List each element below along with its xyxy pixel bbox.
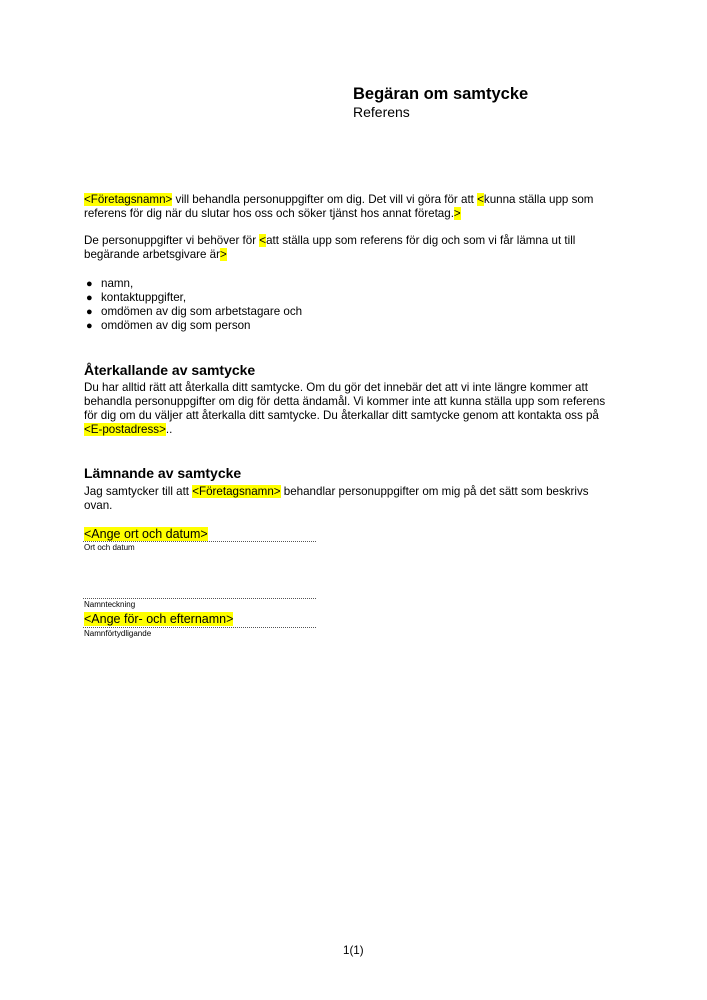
section-heading: Återkallande av samtycke xyxy=(84,362,256,378)
list-item: namn, xyxy=(101,277,134,290)
name-field[interactable] xyxy=(84,612,233,626)
intro-line xyxy=(84,193,593,207)
place-date-label: Ort och datum xyxy=(84,543,135,552)
bullet-icon: ● xyxy=(86,278,93,290)
placeholder-company[interactable]: <Företagsnamn> xyxy=(84,193,173,206)
text: behandlar personuppgifter om mig på det sätt som beskrivs xyxy=(280,485,589,498)
placeholder-company[interactable]: <Företagsnamn> xyxy=(192,485,281,498)
text: kunna ställa upp som xyxy=(483,193,594,206)
section-heading: Lämnande av samtycke xyxy=(84,465,242,481)
placeholder-bracket: > xyxy=(220,248,227,261)
intro-line xyxy=(84,234,575,248)
body-line: för dig om du väljer att återkalla ditt samtycke. Du återkallar ditt samtycke genom att kontakta oss på xyxy=(84,409,599,422)
list-item: kontaktuppgifter, xyxy=(101,291,187,304)
text: vill behandla personuppgifter om dig. Det vill vi göra för att xyxy=(172,193,478,206)
text: referens för dig när du slutar hos oss och söker tjänst hos annat företag. xyxy=(84,207,454,220)
placeholder-place-date[interactable]: <Ange ort och datum> xyxy=(84,527,208,541)
body-line: behandla personuppgifter om dig för detta ändamål. Vi kommer inte att kunna ställa upp som referens xyxy=(84,395,606,408)
place-date-field[interactable] xyxy=(84,527,208,541)
intro-line xyxy=(84,248,227,262)
body-line: Du har alltid rätt att återkalla ditt samtycke. Om du gör det innebär det att vi inte längre kommer att xyxy=(84,381,588,394)
document-subtitle: Referens xyxy=(353,104,410,120)
signature-line[interactable] xyxy=(83,598,316,599)
text: att ställa upp som referens för dig och som vi får lämna ut till xyxy=(266,234,576,247)
signature-label: Namnteckning xyxy=(84,600,136,609)
placeholder-email[interactable]: <E-postadress> xyxy=(84,423,166,436)
bullet-icon: ● xyxy=(86,292,93,304)
page-number: 1(1) xyxy=(343,944,364,957)
text: Jag samtycker till att xyxy=(84,485,193,498)
intro-line xyxy=(84,207,461,221)
bullet-icon: ● xyxy=(86,306,93,318)
text: .. xyxy=(165,423,173,436)
placeholder-bracket: > xyxy=(453,207,461,220)
placeholder-bracket: < xyxy=(259,234,267,247)
placeholder-bracket: < xyxy=(477,193,484,206)
list-item: omdömen av dig som person xyxy=(101,319,251,332)
name-label: Namnförtydligande xyxy=(84,629,152,638)
text: De personuppgifter vi behöver för xyxy=(84,234,260,247)
bullet-icon: ● xyxy=(86,320,93,332)
body-line xyxy=(84,485,589,499)
body-line xyxy=(84,423,172,437)
divider xyxy=(83,627,316,628)
text: begärande arbetsgivare är xyxy=(84,248,220,261)
document-title: Begäran om samtycke xyxy=(353,85,529,103)
placeholder-name[interactable]: <Ange för- och efternamn> xyxy=(84,612,234,626)
divider xyxy=(83,541,316,542)
list-item: omdömen av dig som arbetstagare och xyxy=(101,305,303,318)
body-line: ovan. xyxy=(84,499,113,512)
